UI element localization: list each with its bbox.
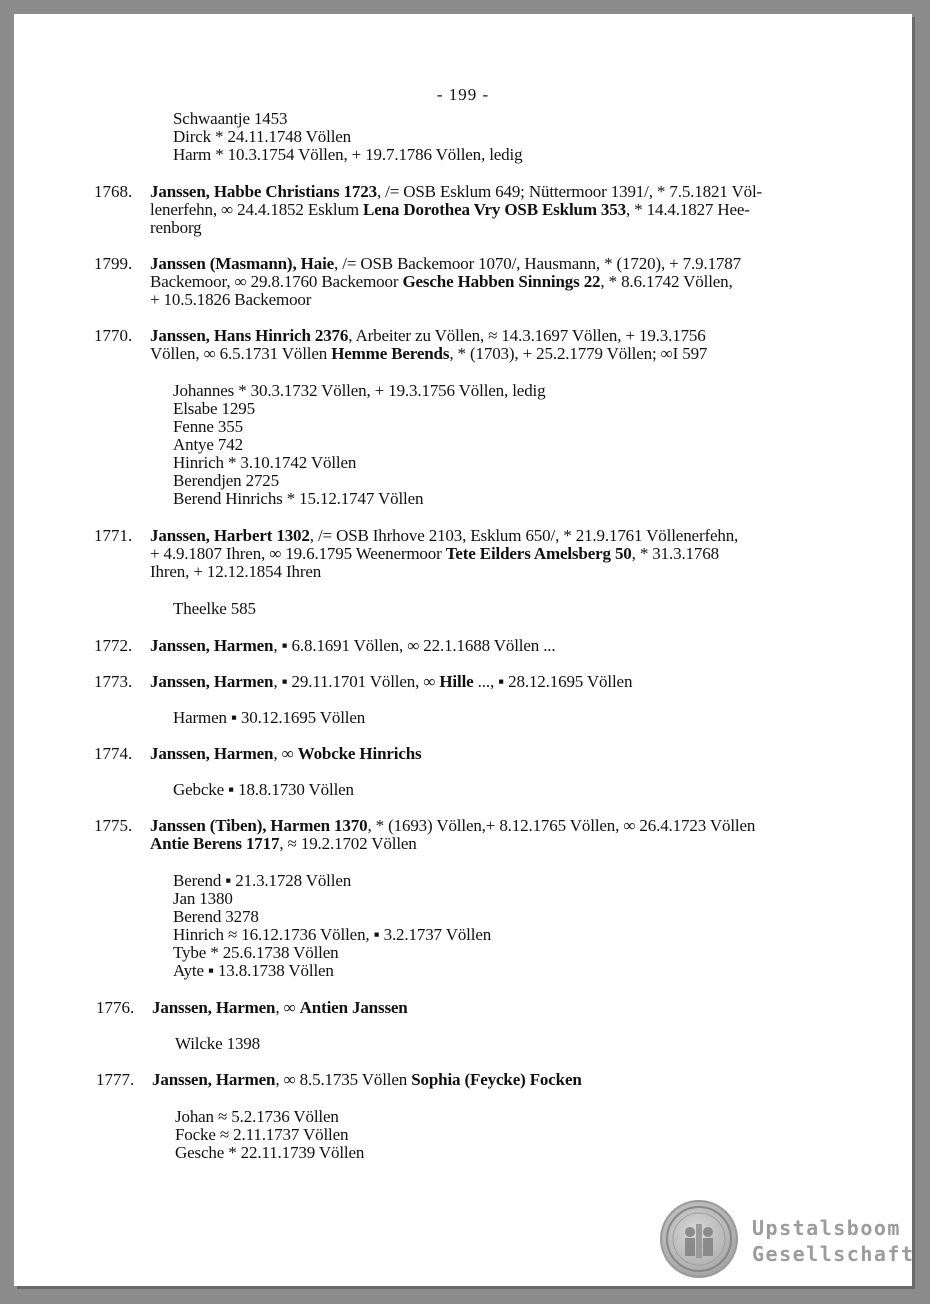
seal-logo-icon <box>660 1200 738 1278</box>
child-line: Theelke 585 <box>173 599 256 618</box>
child-line: Antye 742 <box>173 435 243 454</box>
child-line: Elsabe 1295 <box>173 399 255 418</box>
entry-line: Janssen, Harmen, ∞ Antien Janssen <box>152 998 408 1017</box>
entry-line: Völlen, ∞ 6.5.1731 Völlen Hemme Berends, * (1703), + 25.2.1779 Völlen; ∞I 597 <box>150 344 708 363</box>
entry-line: Janssen (Tiben), Harmen 1370, * (1693) Völlen,+ 8.12.1765 Völlen, ∞ 26.4.1723 Völlen <box>150 816 756 835</box>
entry-line: Backemoor, ∞ 29.8.1760 Backemoor Gesche Habben Sinnings 22, * 8.6.1742 Völlen, <box>150 272 733 291</box>
spouse-name: Hemme Berends <box>331 344 450 363</box>
child-line: Berend 3278 <box>173 907 259 926</box>
entry-line: Antie Berens 1717, ≈ 19.2.1702 Völlen <box>150 834 417 853</box>
child-line: Gebcke ▪ 18.8.1730 Völlen <box>173 780 354 799</box>
child-line: Johannes * 30.3.1732 Völlen, + 19.3.1756 Völlen, ledig <box>173 381 546 400</box>
person-name: Janssen, Harmen <box>152 998 276 1017</box>
child-line: Focke ≈ 2.11.1737 Völlen <box>175 1125 349 1144</box>
spouse-name: Gesche Habben Sinnings 22 <box>402 272 601 291</box>
entry-line: Janssen, Hans Hinrich 2376, Arbeiter zu Völlen, ≈ 14.3.1697 Völlen, + 19.3.1756 <box>150 326 706 345</box>
child-line: Berendjen 2725 <box>173 471 280 490</box>
spouse-name: Hille <box>439 672 474 691</box>
entry-line: renborg <box>150 218 202 237</box>
person-name: Janssen, Harbert 1302 <box>150 526 310 545</box>
person-name: Janssen, Harmen <box>150 672 274 691</box>
child-line: Fenne 355 <box>173 417 243 436</box>
entry-line: Janssen, Harmen, ▪ 29.11.1701 Völlen, ∞ Hille ..., ▪ 28.12.1695 Völlen <box>150 672 633 691</box>
entry-number: 1775. <box>94 816 133 835</box>
child-line: Schwaantje 1453 <box>173 109 288 128</box>
child-line: Dirck * 24.11.1748 Völlen <box>173 127 352 146</box>
entry-line: Janssen, Harbert 1302, /= OSB Ihrhove 2103, Esklum 650/, * 21.9.1761 Völlenerfehn, <box>150 526 739 545</box>
spouse-name: Antien Janssen <box>299 998 408 1017</box>
spouse-name: Lena Dorothea Vry OSB Esklum 353 <box>363 200 626 219</box>
document-page <box>14 14 915 1286</box>
spouse-name: Wobcke Hinrichs <box>297 744 422 763</box>
child-line: Ayte ▪ 13.8.1738 Völlen <box>173 961 334 980</box>
entry-line: Janssen (Masmann), Haie, /= OSB Backemoor 1070/, Hausmann, * (1720), + 7.9.1787 <box>150 254 741 273</box>
child-line: Berend ▪ 21.3.1728 Völlen <box>173 871 352 890</box>
child-line: Jan 1380 <box>173 889 233 908</box>
child-line: Wilcke 1398 <box>175 1034 261 1053</box>
child-line: Gesche * 22.11.1739 Völlen <box>175 1143 365 1162</box>
entry-line: Janssen, Harmen, ▪ 6.8.1691 Völlen, ∞ 22.1.1688 Völlen ... <box>150 636 556 655</box>
entry-number: 1771. <box>94 526 133 545</box>
entry-line: + 10.5.1826 Backemoor <box>150 290 312 309</box>
entry-line: Janssen, Habbe Christians 1723, /= OSB Esklum 649; Nüttermoor 1391/, * 7.5.1821 Völ- <box>150 182 763 201</box>
entry-line: + 4.9.1807 Ihren, ∞ 19.6.1795 Weenermoor Tete Eilders Amelsberg 50, * 31.3.1768 <box>150 544 719 563</box>
child-line: Harm * 10.3.1754 Völlen, + 19.7.1786 Völlen, ledig <box>173 145 523 164</box>
entry-number: 1799. <box>94 254 133 273</box>
logo-text-line2: Gesellschaft <box>752 1242 915 1266</box>
child-line: Harmen ▪ 30.12.1695 Völlen <box>173 708 366 727</box>
child-line: Berend Hinrichs * 15.12.1747 Völlen <box>173 489 424 508</box>
entry-number: 1773. <box>94 672 133 691</box>
spouse-name: Sophia (Feycke) Focken <box>411 1070 582 1089</box>
entry-number: 1774. <box>94 744 133 763</box>
entry-line: Ihren, + 12.12.1854 Ihren <box>150 562 322 581</box>
entry-number: 1776. <box>96 998 135 1017</box>
logo-text-line1: Upstalsboom <box>752 1216 901 1240</box>
child-line: Hinrich ≈ 16.12.1736 Völlen, ▪ 3.2.1737 Völlen <box>173 925 492 944</box>
person-name: Janssen, Harmen <box>150 744 274 763</box>
person-name: Janssen, Habbe Christians 1723 <box>150 182 377 201</box>
entry-line: Janssen, Harmen, ∞ 8.5.1735 Völlen Sophia (Feycke) Focken <box>152 1070 582 1089</box>
child-line: Tybe * 25.6.1738 Völlen <box>173 943 339 962</box>
entry-number: 1768. <box>94 182 133 201</box>
person-name: Janssen, Harmen <box>150 636 274 655</box>
page-number: - 199 - <box>436 85 490 104</box>
spouse-name: Antie Berens 1717 <box>150 834 280 853</box>
child-line: Johan ≈ 5.2.1736 Völlen <box>175 1107 339 1126</box>
entry-number: 1772. <box>94 636 133 655</box>
person-name: Janssen (Masmann), Haie <box>150 254 335 273</box>
entry-number: 1777. <box>96 1070 135 1089</box>
person-name: Janssen, Harmen <box>152 1070 276 1089</box>
spouse-name: Tete Eilders Amelsberg 50 <box>445 544 632 563</box>
person-name: Janssen, Hans Hinrich 2376 <box>150 326 349 345</box>
person-name: Janssen (Tiben), Harmen 1370 <box>150 816 368 835</box>
entry-number: 1770. <box>94 326 133 345</box>
entry-line: lenerfehn, ∞ 24.4.1852 Esklum Lena Dorothea Vry OSB Esklum 353, * 14.4.1827 Hee- <box>150 200 750 219</box>
entry-line: Janssen, Harmen, ∞ Wobcke Hinrichs <box>150 744 422 763</box>
child-line: Hinrich * 3.10.1742 Völlen <box>173 453 357 472</box>
